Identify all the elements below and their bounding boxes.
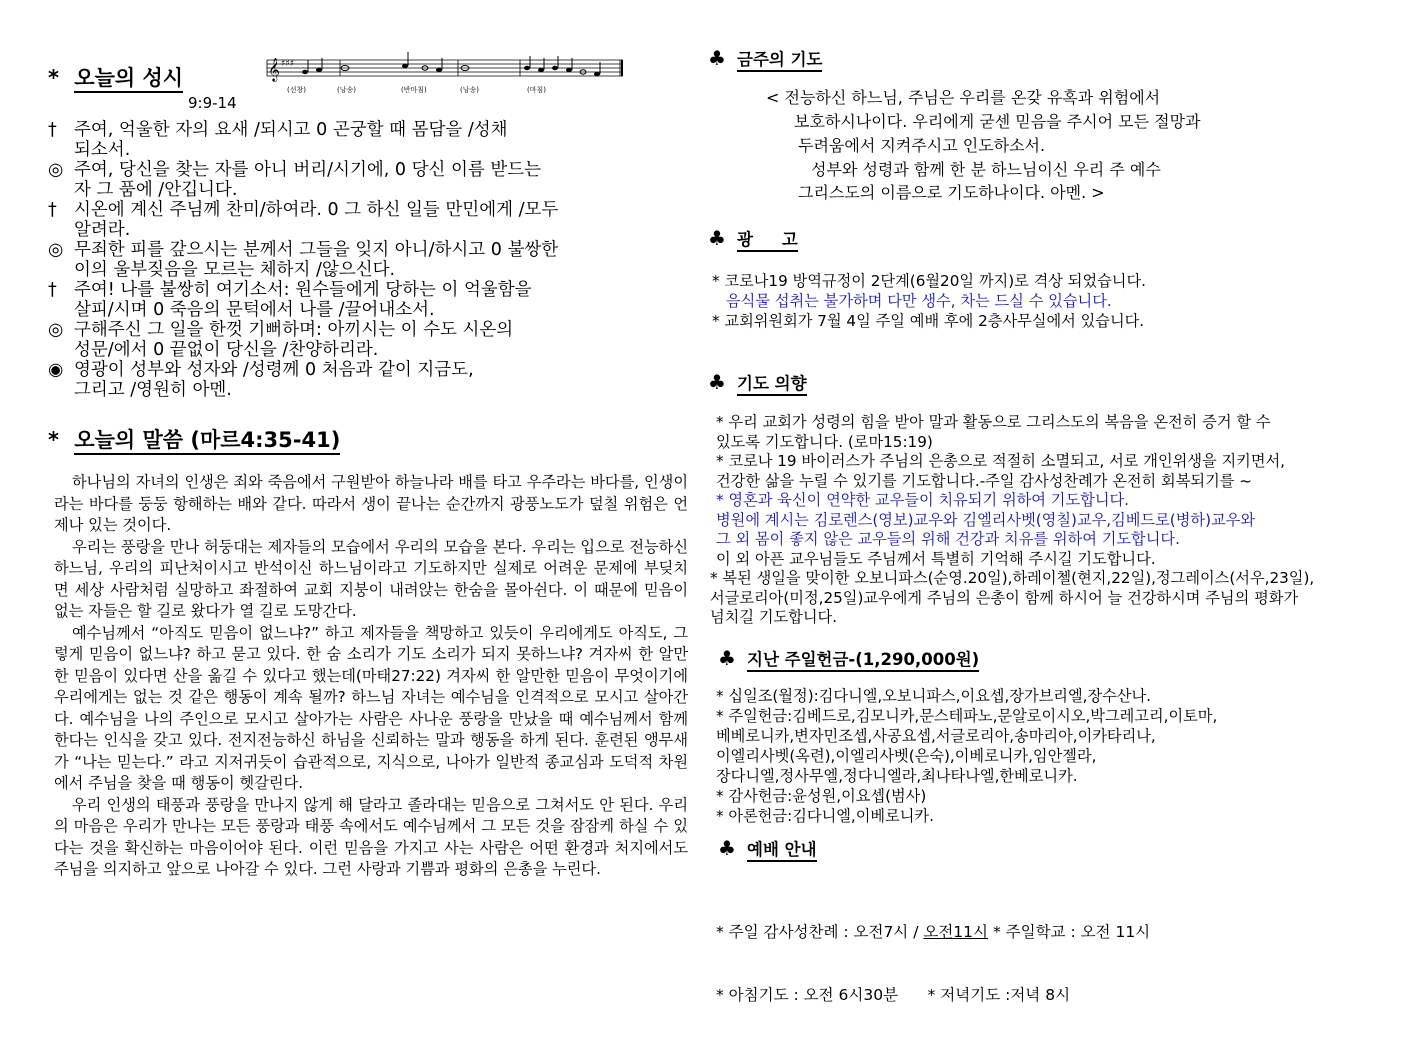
- notation-label: (낭송): [337, 86, 356, 94]
- worship-schedule: [716, 880, 1150, 1048]
- notice-item: * 코로나19 방역규정이 2단계(6월20일 까지)로 격상 되었습니다.: [712, 272, 1146, 290]
- psalm-line: ◎ 주여, 당신을 찾는 자를 아니 버리/시기에, 0 당신 이름 받드는: [48, 160, 542, 180]
- club-icon: ♣: [718, 836, 736, 860]
- psalm-line: 이의 울부짖음을 모르는 체하지 /않으신다.: [74, 260, 396, 280]
- sermon-heading: * 오늘의 말씀 (마르4:35-41): [48, 424, 340, 454]
- worship-line: * 주일 감사성찬례 : 오전7시 / 오전11시 * 주일학교 : 오전 11시: [716, 923, 1151, 941]
- worship-line: * 아침기도 : 오전 6시30분 * 저녁기도 :저녁 8시: [716, 986, 1071, 1004]
- chant-notation-image: [265, 48, 625, 96]
- psalm-title: 오늘의 성시: [74, 66, 183, 93]
- psalm-line: ◉ 영광이 성부와 성자와 /성령께 0 처음과 같이 지금도,: [48, 360, 474, 380]
- sermon-body: [54, 472, 688, 881]
- psalm-heading: * 오늘의 성시: [48, 62, 183, 92]
- psalm-line: † 시온에 계신 주님께 찬미/하여라. 0 그 하신 일들 만민에게 /모두: [48, 200, 559, 220]
- notice-item: * 교회위원회가 7월 4일 주일 예배 후에 2층사무실에서 있습니다.: [712, 312, 1145, 330]
- club-icon: ♣: [718, 646, 736, 670]
- psalm-line: ◎ 무죄한 피를 갚으시는 분께서 그들을 잊지 아니/하시고 0 불쌍한: [48, 240, 559, 260]
- svg-text:♯♯♯: ♯♯♯: [281, 59, 295, 69]
- psalm-line: 그리고 /영원히 아멘.: [74, 380, 232, 400]
- psalm-line: † 주여, 억울한 자의 요새 /되시고 0 곤궁할 때 몸담을 /성채: [48, 120, 508, 140]
- psalm-line: 자 그 품에 /안깁니다.: [74, 180, 238, 200]
- notice-heading: ♣ 광 고: [708, 226, 798, 250]
- offering-list: * 십일조(월정):김다니엘,오보니파스,이요셉,장가브리엘,장수산나. * 주일헌금:김베드로,김모니카,문스테파노,문알로이시오,박그레고리,이토마, 베베로니카,변자민조셉,사공요셉,서글로리아,송마리아,이카타리나, 이엘리사벳(옥련),이엘리사벳(은숙),이베로니카,임안젤라, 장다니엘,정사무엘,정다니엘라,최나타나엘,한베로니카. * 감사헌금:윤성원,이요셉(범사) * 아론헌금:김다니엘,이베로니카.: [716, 687, 1218, 825]
- sermon-paragraph: 우리 인생의 태풍과 풍랑을 만나지 않게 해 달라고 졸라대는 믿음으로 그쳐서도 안 된다. 우리의 마음은 우리가 만나는 모든 풍랑과 태풍 속에서도 예수님께서 그 모든 것을 잠잠케 하실 수 있다는 것을 확신하는 마음이어야 된다. 이런 믿음을 가지고 사는 사람은 어떤 환경과 처지에서도 주님을 의지하고 앞으로 나아갈 수 있다. 그런 사랑과 기쁨과 평화의 은총을 누린다.: [54, 795, 688, 878]
- club-icon: ♣: [708, 370, 726, 394]
- worship-heading: ♣ 예배 안내: [718, 836, 817, 860]
- sermon-paragraph: 우리는 풍랑을 만나 허둥대는 제자들의 모습에서 우리의 모습을 본다. 우리는 입으로 전능하신 하느님, 우리의 피난처이시고 반석이신 하느님이라고 기도하지만 실제로 어려운 문제에 부딪치면 세상 사람처럼 실망하고 좌절하여 교회 지붕이 내려앉는 한숨을 몰아쉰다. 이 때문에 믿음이 없는 자들은 할 길로 왔다가 열 길로 도망간다.: [54, 537, 688, 620]
- sermon-paragraph: 예수님께서 “아직도 믿음이 없느냐?” 하고 제자들을 책망하고 있듯이 우리에게도 아직도, 그렇게 믿음이 없느냐? 하고 묻고 있다. 한 숨 소리가 기도 소리가 되지 못하느냐? 겨자씨 한 알만한 믿음이 있다면 산을 옮길 수 있다고 했는데(마태27:22) 겨자씨 한 알만한 믿음이 무엇이기에 우리에게는 없는 것 같은 행동이 계속 될까? 하느님 자녀는 예수님을 인격적으로 모시고 살아간다. 예수님을 나의 주인으로 모시고 살아가는 사람은 사나운 풍랑을 만났을 때 예수님께서 함께 한다는 인식을 갖고 있다. 전지전능하신 하님을 신뢰하는 말과 행동을 하게 된다. 훈련된 앵무새가 “나는 믿는다.” 라고 지저귀듯이 습관적으로, 지식으로, 나아가 일반적 종교심과 도덕적 차원에서 주님을 찾을 때 행동이 헷갈린다.: [54, 623, 688, 792]
- psalm-line: 살피/시며 0 죽음의 문턱에서 나를 /끌어내소서.: [74, 300, 435, 320]
- sermon-paragraph: 하나님의 자녀의 인생은 죄와 죽음에서 구원받아 하늘나라 배를 타고 우주라는 바다를, 인생이라는 바다를 둥둥 항해하는 배와 같다. 따라서 생이 끝나는 순간까지 광풍노도가 덮칠 위험은 언제나 있는 것이다.: [54, 473, 688, 534]
- notice-item: 음식물 섭취는 불가하며 다만 생수, 차는 드실 수 있습니다.: [726, 292, 1112, 310]
- club-icon: ♣: [708, 46, 726, 70]
- notation-label: (선창): [287, 86, 306, 94]
- psalm-line: 알려라.: [74, 220, 131, 240]
- weekly-prayer-heading: ♣ 금주의 기도: [708, 46, 823, 70]
- psalm-line: 되소서.: [74, 140, 131, 160]
- psalm-line: ◎ 구해주신 그 일을 한껏 기뻐하며: 아끼시는 이 수도 시온의: [48, 320, 514, 340]
- sermon-title: 오늘의 말씀 (마르4:35-41): [74, 428, 340, 455]
- notation-label: (마침): [527, 86, 546, 94]
- intercession-heading: ♣ 기도 의향: [708, 370, 807, 394]
- psalm-reference: 9:9-14: [188, 94, 237, 112]
- notation-label: (낭송): [460, 86, 479, 94]
- psalm-line: † 주여! 나를 불쌍히 여기소서: 원수들에게 당하는 이 억울함을: [48, 280, 532, 300]
- offering-heading: ♣ 지난 주일헌금-(1,290,000원): [718, 646, 980, 670]
- club-icon: ♣: [708, 226, 726, 250]
- treble-clef-icon: 𝄞: [268, 57, 280, 81]
- intercession-list: * 우리 교회가 성령의 힘을 받아 말과 활동으로 그리스도의 복음을 온전히 증거 할 수 있도록 기도합니다. (로마15:19) * 코로나 19 바이러스가 주님의 은총으로 적절히 소멸되고, 서로 개인위생을 지키면서, 건강한 삶을 누릴 수 있기를 기도합니다.-주일 감사성찬례가 온전히 회복되기를 ~ * 영혼과 육신이 연약한 교우들이 치유되기 위하여 기도합니다. 병원에 계시는 김로렌스(영보)교우와 김엘리사벳(영칠)교우,김베드로(병하)교우와 그 외 몸이 좋지 않은 교우들의 위해 건강과 치유를 위하여 기도합니다. 이 외 아픈 교우님들도 주님께서 특별히 기억해 주시길 기도합니다. * 복된 생일을 맞이한 오보니파스(순영.20일),하레이첼(현지,22일),정그레이스(서우,23일), 서글로리아(미정,25일)교우에게 주님의 은총이 함께 하시어 늘 건강하시며 주님의 평화가 넘치길 기도합니다.: [710, 413, 1315, 626]
- psalm-line: 성문/에서 0 끝없이 당신을 /찬양하리라.: [74, 340, 379, 360]
- notation-label: (반마침): [401, 86, 427, 94]
